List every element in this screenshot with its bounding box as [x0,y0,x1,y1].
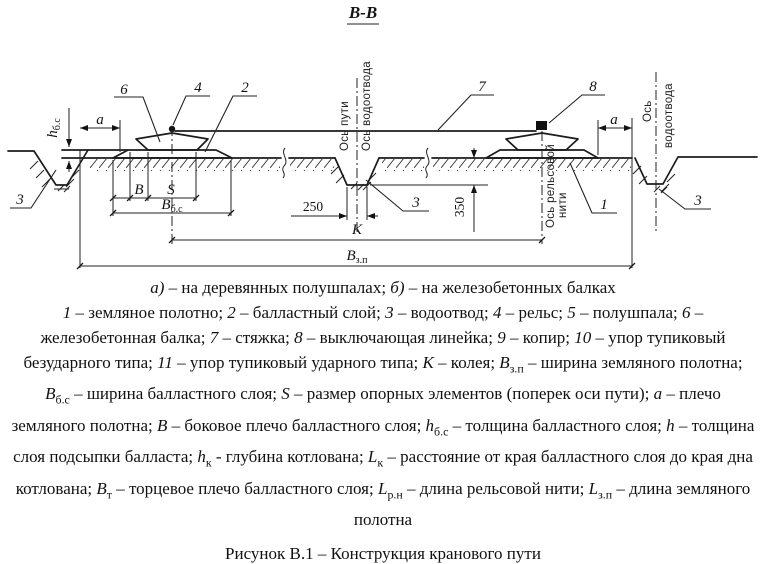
legend-item: 1 – земляное полотно; [62,303,228,322]
axis-drain-right-label-line1: Ось [642,100,654,122]
dim-250 [291,187,378,220]
dim-B-label: В [134,182,144,198]
dim-250-label: 250 [302,199,324,214]
legend-item: 4 – рельс; [492,303,568,322]
dim-a-left-label: а [96,112,104,128]
dim-hbs-label: $h_{б.с}$ [45,118,63,138]
ditch-hatch-right [633,166,675,193]
axis-drain-center-label: Ось водоотвода [361,61,373,151]
svg-text:3: 3 [694,193,702,209]
dim-k [169,222,545,243]
dim-bbs-label: $В_{б.с}$ [161,197,183,215]
legend-item: 8 – выключающая линейка; [294,328,498,347]
variant-b-text: – на железобетонных балках [408,278,616,297]
axis-rail-label-line2: нити [557,192,569,218]
legend-item: $L_{з.п}$ – длина земляного полотна [353,478,751,529]
dim-350-label: 350 [452,196,467,218]
dim-a-right [598,112,632,268]
legend-item: h – толщина слоя подсыпки балласта; [13,415,755,467]
legend-item: 10 – упор тупиковый безударного типа; [23,328,726,372]
right-ditch [635,157,757,184]
dim-hbs [45,108,69,172]
caption-block [5,278,761,564]
legend-item: 7 – стяжка; [209,328,295,347]
legend-item: 3 – водоотвод; [385,303,493,322]
axis-labels [339,61,675,228]
axis-track-label: Ось пути [339,101,351,151]
legend-item: 11 – упор тупиковый ударного типа; [157,353,423,372]
legend-item: 9 – копир; [497,328,575,347]
section-label: В-В [348,3,378,22]
callout-ballast-2 [205,80,257,152]
legend-item: $L_к$ – расстояние от края балластного слоя до края дна котлована; [15,447,753,498]
callout-tie-7 [438,79,494,130]
limit-switch-ruler [536,121,547,130]
ground-hatching [30,159,675,193]
legend-item: $В_{б.с}$ – ширина балластного слоя; [45,384,282,407]
variant-b-key: б) [390,278,405,297]
variant-a-text: – на деревянных полушпалах; [168,278,387,297]
axis-drain-right-label-line2: водоотвода [663,83,675,148]
legend-item: $L_{р.н}$ – длина рельсовой нити; [377,478,589,501]
legend-item: $h_{б.с}$ – толщина балластного слоя; [425,415,667,439]
figure-caption: Рисунок В.1 – Конструкция кранового пути [225,543,541,563]
legend-item: а – плечо земляного полотна; [11,384,721,435]
legend-item: $h_к$ - глубина котлована; [197,447,368,470]
callout-rail-4 [173,80,210,125]
legend-item: 5 – полушпала; [567,303,682,322]
svg-text:6: 6 [120,82,128,98]
callout-ruler-8 [549,79,605,123]
legend-item: 2 – балластный слой; [227,303,386,322]
svg-text:4: 4 [194,80,202,96]
svg-text:3: 3 [16,192,24,208]
left-ditch [8,150,88,185]
axis-rail-label-line1: Ось рельсовой [545,144,557,228]
break-symbol-left [283,148,286,178]
break-symbol-right [426,148,429,178]
dim-bzp-label: $В_{з.п}$ [346,248,368,266]
svg-text:8: 8 [589,79,597,95]
legend [9,300,757,532]
dim-S-label: S [167,182,175,198]
dim-a-right-label: а [610,112,618,128]
legend-item: S – размер опорных элементов (поперек оси пути); [281,384,654,404]
legend-item: К – колея; [422,353,500,372]
legend-item: 6 – железобетонная балка; [40,303,704,347]
callout-drain-right-3 [659,189,711,209]
callout-beam-6 [114,82,160,142]
svg-text:3: 3 [412,195,420,211]
legend-item: В – боковое плечо балластного слоя; [156,415,426,435]
legend-item: $В_т$ – торцевое плечо балластного слоя; [96,478,378,501]
dim-a-left [80,112,120,152]
svg-text:7: 7 [478,79,486,95]
section-mark [347,3,379,24]
legend-item: $В_{з.п}$ – ширина земляного полотна; [499,353,743,376]
technical-drawing [0,0,766,272]
svg-text:1: 1 [600,197,608,213]
svg-text:2: 2 [241,80,249,96]
dim-k-label: К [352,222,362,238]
variant-a-key: а) [150,278,165,297]
subfigure-caption [5,278,761,298]
